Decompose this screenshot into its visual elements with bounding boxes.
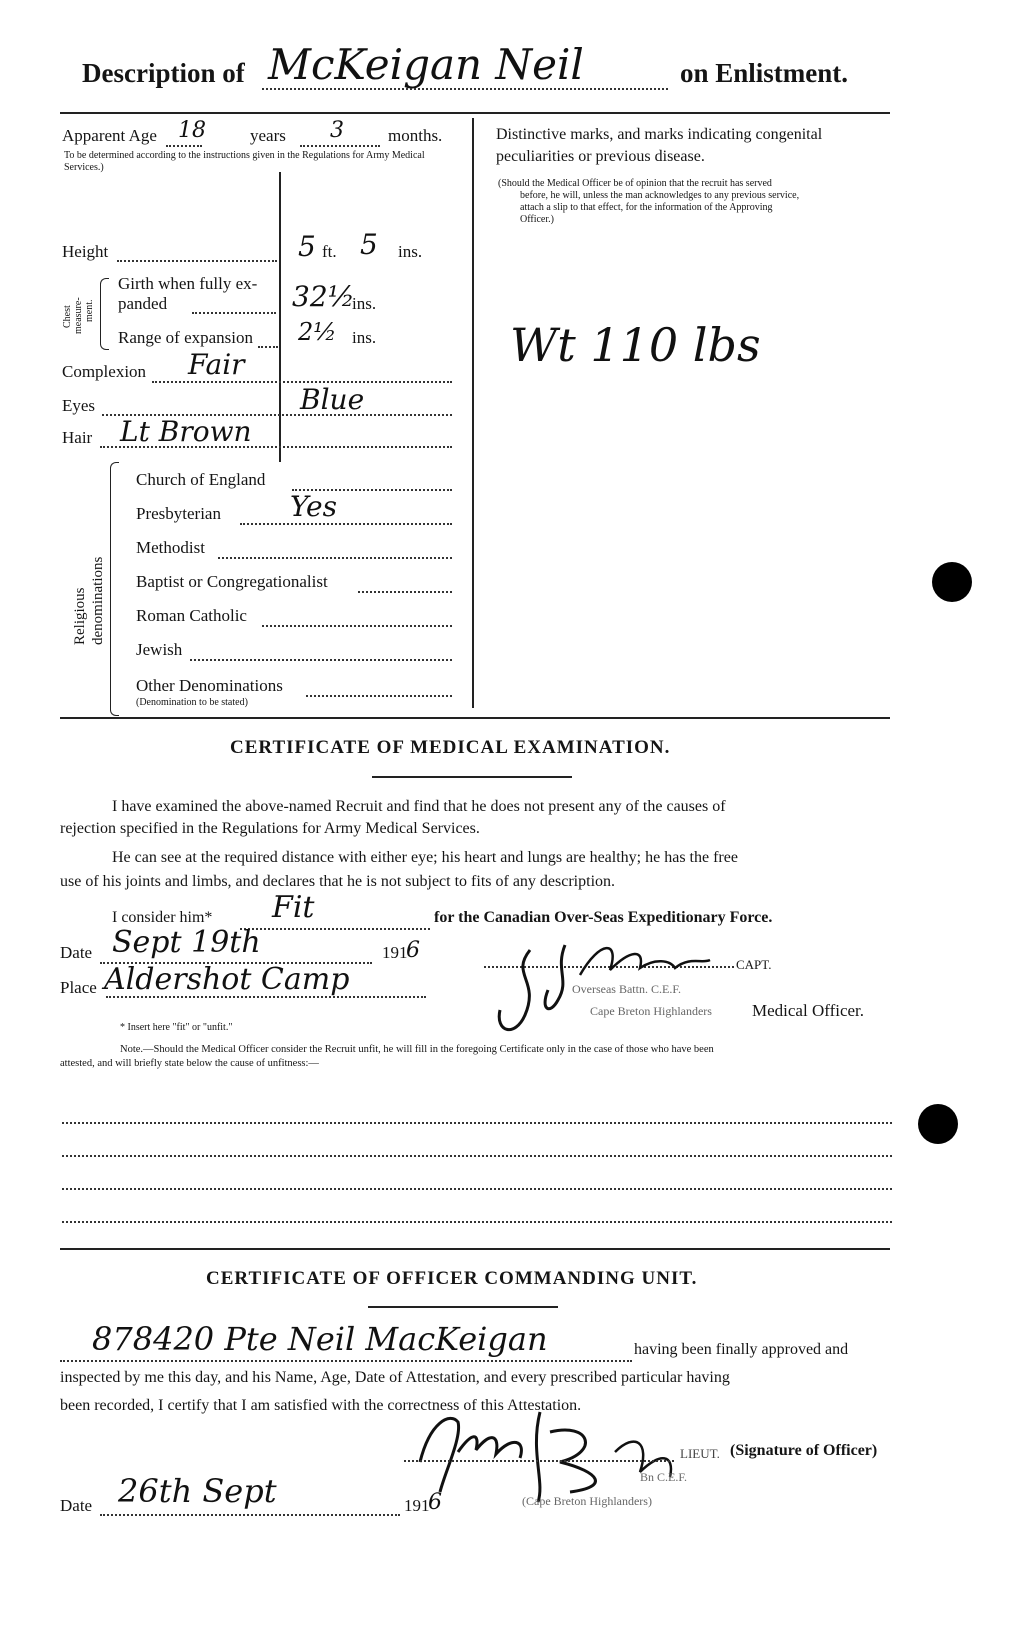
eyes-label: Eyes [62, 396, 96, 415]
chest-side-label-1: Chest [62, 305, 73, 328]
unfitness-line-4 [62, 1221, 892, 1223]
age-note: To be determined according to the instructions given in the Regulations for Army Medical Services.) [64, 150, 425, 173]
title-name-line [262, 88, 668, 90]
marks-note-1: (Should the Medical Officer be of opinion that the recruit has served [498, 178, 772, 189]
medical-paragraph-2-line-1: He can see at the required distance with either eye; his heart and lungs are healthy; he has the free [112, 849, 738, 866]
religion-side-label-2: denominations [90, 556, 106, 645]
complexion-value: Fair [188, 348, 245, 381]
medical-year-digit: 6 [406, 938, 420, 963]
medical-paragraph-1-line-2: rejection specified in the Regulations for Army Medical Services. [60, 820, 480, 837]
marks-heading-1: Distinctive marks, and marks indicating congenital [496, 126, 823, 143]
marks-note-3: attach a slip to that effect, for the information of the Approving [520, 202, 773, 213]
hair-label: Hair [62, 428, 93, 447]
range-value: 2½ [298, 318, 337, 346]
signature-of-officer-label: (Signature of Officer) [730, 1442, 878, 1459]
girth-label-1: Girth when fully ex- [118, 274, 258, 293]
commanding-year-digit: 6 [428, 1490, 442, 1515]
girth-unit: ins. [352, 294, 377, 313]
commanding-signature-line [404, 1460, 674, 1462]
mid-rule [60, 717, 890, 719]
consider-suffix: for the Canadian Over-Seas Expeditionary Force. [434, 909, 773, 926]
age-label: Apparent Age [62, 126, 157, 145]
eyes-value: Blue [300, 383, 365, 416]
punch-hole-lower [918, 1104, 958, 1144]
age-months-label: months. [388, 126, 443, 145]
commanding-date-line [100, 1514, 400, 1516]
commanding-year-prefix: 191 [404, 1496, 430, 1515]
age-years-label: years [250, 126, 286, 145]
commanding-stamp-line-2: (Cape Breton Highlanders) [522, 1494, 652, 1508]
girth-label-2: panded [118, 294, 168, 313]
punch-hole-upper [932, 562, 972, 602]
insert-note: * Insert here "fit" or "unfit." [120, 1022, 233, 1033]
presbyterian-value: Yes [290, 490, 337, 523]
commanding-line-3: been recorded, I certify that I am satisfied with the correctness of this Attestation. [60, 1397, 582, 1414]
center-divider [472, 118, 474, 708]
hair-value: Lt Brown [120, 415, 252, 448]
title-prefix: Description of [82, 58, 245, 88]
value-column-divider [279, 172, 281, 462]
top-rule [60, 112, 890, 114]
height-ins-value: 5 [360, 228, 378, 261]
religion-item-methodist: Methodist [136, 538, 205, 557]
medical-date-value: Sept 19th [112, 925, 261, 960]
chest-brace [100, 278, 109, 350]
height-leader [117, 260, 277, 262]
height-ft-value: 5 [298, 230, 316, 263]
commanding-line-1-suffix: having been finally approved and [634, 1341, 849, 1358]
age-months-value: 3 [330, 118, 344, 143]
religion-item-jewish: Jewish [136, 640, 183, 659]
religion-line-2 [240, 523, 452, 525]
marks-note-4: Officer.) [520, 214, 554, 225]
height-label: Height [62, 242, 109, 261]
religion-line-5 [262, 625, 452, 627]
age-years-line [166, 145, 202, 147]
range-leader [258, 346, 278, 348]
unfitness-line-3 [62, 1188, 892, 1190]
commanding-heading-rule [368, 1306, 558, 1308]
religion-line-3 [218, 557, 452, 559]
medical-date-label: Date [60, 943, 93, 962]
range-label: Range of expansion [118, 328, 254, 347]
religion-line-4 [358, 591, 452, 593]
title-suffix: on Enlistment. [680, 58, 849, 88]
medical-paragraph-2-line-2: use of his joints and limbs, and declares that he is not subject to fits of any description. [60, 873, 616, 890]
recruit-name-handwritten: McKeigan Neil [268, 40, 584, 89]
commanding-heading: CERTIFICATE OF OFFICER COMMANDING UNIT. [206, 1268, 698, 1289]
range-unit: ins. [352, 328, 377, 347]
chest-side-label-3: ment. [84, 299, 95, 322]
complexion-label: Complexion [62, 362, 147, 381]
medical-place-value: Aldershot Camp [104, 962, 350, 997]
medical-officer-label: Medical Officer. [752, 1001, 865, 1020]
consider-prefix: I consider him* [112, 909, 213, 926]
religion-item-presbyterian: Presbyterian [136, 504, 221, 523]
commanding-name-line [60, 1360, 632, 1362]
girth-leader [192, 312, 276, 314]
religion-side-label-1: Religious [72, 587, 88, 645]
age-years-value: 18 [178, 118, 206, 143]
commanding-stamp-line-1: Bn C.E.F. [640, 1470, 688, 1484]
religion-item-church-of-england: Church of England [136, 470, 266, 489]
recruit-number-name-handwritten: 878420 Pte Neil MacKeigan [92, 1320, 548, 1358]
medical-paragraph-1-line-1: I have examined the above-named Recruit and find that he does not present any of the causes of [112, 798, 726, 815]
girth-value: 32½ [292, 280, 355, 313]
height-ft-label: ft. [322, 242, 337, 261]
religion-brace [110, 462, 119, 716]
medical-stamp-line-2: Cape Breton Highlanders [590, 1004, 712, 1018]
medical-note-line-1: Note.—Should the Medical Officer consider the Recruit unfit, he will fill in the foregoing Certificate only in the case of those who have been [120, 1044, 714, 1055]
religion-item-other: Other Denominations [136, 676, 283, 695]
medical-year-prefix: 191 [382, 943, 408, 962]
religion-other-note: (Denomination to be stated) [136, 697, 248, 708]
weight-handwritten: Wt 110 lbs [510, 318, 761, 372]
consider-line [240, 928, 430, 930]
medical-heading: CERTIFICATE OF MEDICAL EXAMINATION. [230, 737, 671, 758]
lieut-label: LIEUT. [680, 1446, 720, 1461]
marks-heading-2: peculiarities or previous disease. [496, 148, 705, 165]
marks-note-2: before, he will, unless the man acknowledges to any previous service, [520, 190, 800, 201]
medical-heading-rule [372, 776, 572, 778]
lower-rule [60, 1248, 890, 1250]
religion-line-6 [190, 659, 452, 661]
commanding-date-label: Date [60, 1496, 93, 1515]
religion-item-baptist: Baptist or Congregationalist [136, 572, 328, 591]
commanding-line-2: inspected by me this day, and his Name, Age, Date of Attestation, and every prescribed particular having [60, 1369, 730, 1386]
unfitness-line-2 [62, 1155, 892, 1157]
religion-item-roman-catholic: Roman Catholic [136, 606, 247, 625]
height-ins-label: ins. [398, 242, 423, 261]
unfitness-line-1 [62, 1122, 892, 1124]
capt-label: CAPT. [736, 957, 772, 972]
religion-line-7 [306, 695, 452, 697]
medical-stamp-line-1: Overseas Battn. C.E.F. [572, 982, 682, 996]
chest-side-label-2: measure- [73, 297, 84, 334]
commanding-date-value: 26th Sept [118, 1472, 277, 1510]
medical-note-line-2: attested, and will briefly state below the cause of unfitness:— [60, 1058, 319, 1069]
medical-place-label: Place [60, 978, 97, 997]
age-months-line [300, 145, 380, 147]
fitness-value: Fit [272, 890, 315, 925]
